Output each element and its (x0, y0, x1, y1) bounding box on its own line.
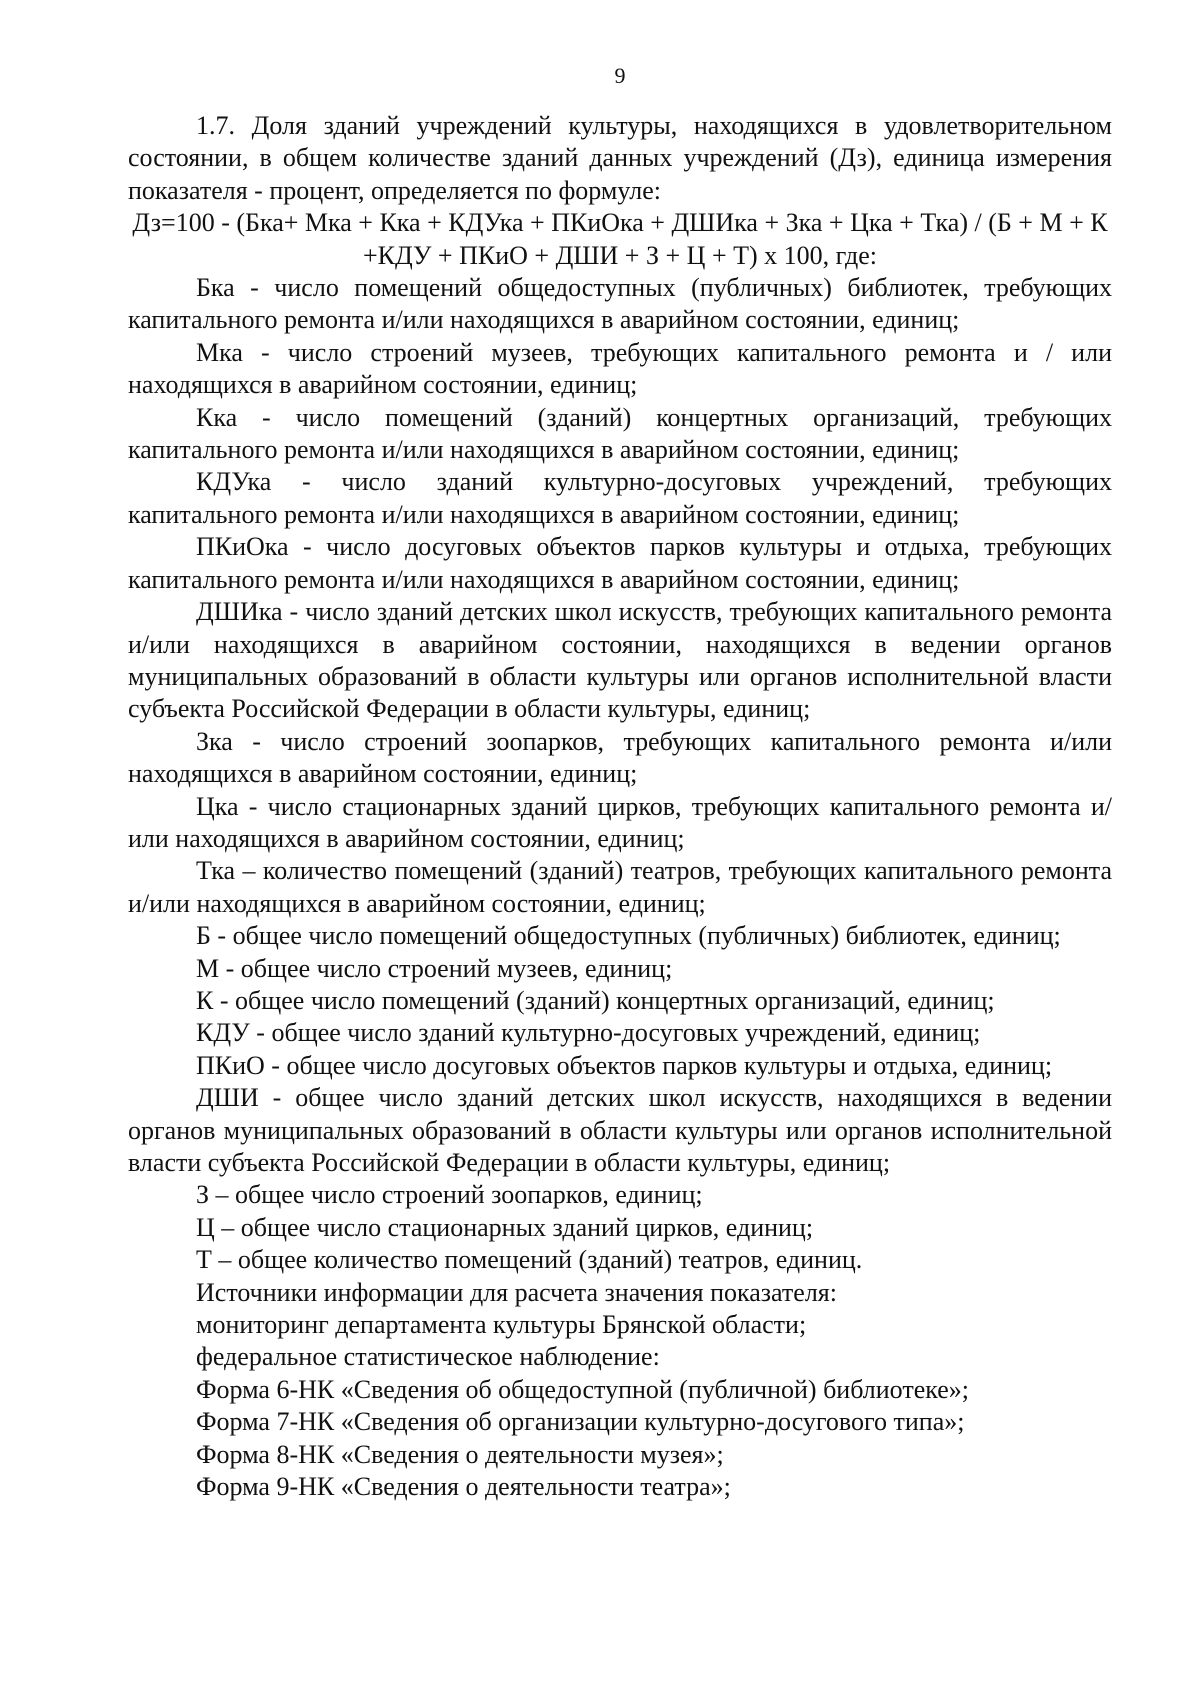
definition-zka: Зка - число строений зоопарков, требующих капитального ремонта и/или находящихся в аварийном состоянии, единиц; (128, 726, 1112, 789)
definition-b: Б - общее число помещений общедоступных (публичных) библиотек, единиц; (196, 921, 1061, 951)
definition-pkio: ПКиО - общее число досуговых объектов парков культуры и отдыха, единиц; (196, 1050, 1053, 1080)
definition-t: Т – общее количество помещений (зданий) театров, единиц. (196, 1245, 863, 1275)
definition-k: К - общее число помещений (зданий) концертных организаций, единиц; (196, 985, 995, 1015)
indicator-heading: 1.7. Доля зданий учреждений культуры, находящихся в удовлетворительном состоянии, в общем количестве зданий данных учреждений (Дз), единица измерения показателя - процент, определяется по формуле: (128, 111, 1112, 205)
source-line: Форма 9-НК «Сведения о деятельности театра»; (196, 1472, 731, 1502)
page-number: 9 (614, 63, 626, 88)
definition-z: З – общее число строений зоопарков, единиц; (196, 1180, 703, 1210)
definition-kka: Кка - число помещений (зданий) концертных организаций, требующих капитального ремонта и/или находящихся в аварийном состоянии, единиц; (128, 402, 1112, 465)
definition-c: Ц – общее число стационарных зданий цирков, единиц; (196, 1212, 814, 1242)
definition-bka: Бка - число помещений общедоступных (публичных) библиотек, требующих капитального ремонта и/или находящихся в аварийном состоянии, единиц; (128, 273, 1112, 335)
definition-cka: Цка - число стационарных зданий цирков, требующих капитального ремонта и/или находящихся в аварийном состоянии, единиц; (128, 791, 1112, 853)
definition-tka: Тка – количество помещений (зданий) театров, требующих капитального ремонта и/или находящихся в аварийном состоянии, единиц; (128, 856, 1112, 918)
definition-kdu: КДУ - общее число зданий культурно-досуговых учреждений, единиц; (196, 1018, 981, 1048)
definition-dshika: ДШИка - число зданий детских школ искусств, требующих капитального ремонта и/или находящихся в аварийном состоянии, находящихся в ведении органов муниципальных образований в области культуры или органов исполнительной власти субъекта Российской Федерации в области культуры, единиц; (128, 597, 1112, 724)
definition-kduka: КДУка - число зданий культурно-досуговых учреждений, требующих капитального ремонта и/или находящихся в аварийном состоянии, единиц; (128, 467, 1112, 529)
source-line: Форма 8-НК «Сведения о деятельности музея»; (196, 1439, 724, 1469)
source-line: федеральное статистическое наблюдение: (196, 1342, 660, 1372)
definition-dshi: ДШИ - общее число зданий детских школ искусств, находящихся в ведении органов муниципальных образований в области культуры или органов исполнительной власти субъекта Российской Федерации в области культуры, единиц; (128, 1083, 1112, 1177)
source-line: Форма 7-НК «Сведения об организации культурно-досугового типа»; (196, 1407, 965, 1437)
definition-m: М - общее число строений музеев, единиц; (196, 953, 673, 983)
sources-title: Источники информации для расчета значения показателя: (196, 1277, 837, 1307)
source-line: мониторинг департамента культуры Брянской области; (196, 1310, 807, 1340)
definition-pkioka: ПКиОка - число досуговых объектов парков культуры и отдыха, требующих капитального ремонта и/или находящихся в аварийном состоянии, единиц; (128, 532, 1112, 594)
source-line: Форма 6-НК «Сведения об общедоступной (публичной) библиотеке»; (196, 1374, 969, 1404)
definition-mka: Мка - число строений музеев, требующих капитального ремонта и / или находящихся в аварийном состоянии, единиц; (128, 337, 1112, 400)
formula-line-2: +КДУ + ПКиО + ДШИ + З + Ц + Т) х 100, где: (362, 240, 878, 270)
formula-line-1: Дз=100 - (Бка+ Мка + Кка + КДУка + ПКиОка + ДШИка + Зка + Цка + Тка) / (Б + М + К (132, 208, 1108, 238)
